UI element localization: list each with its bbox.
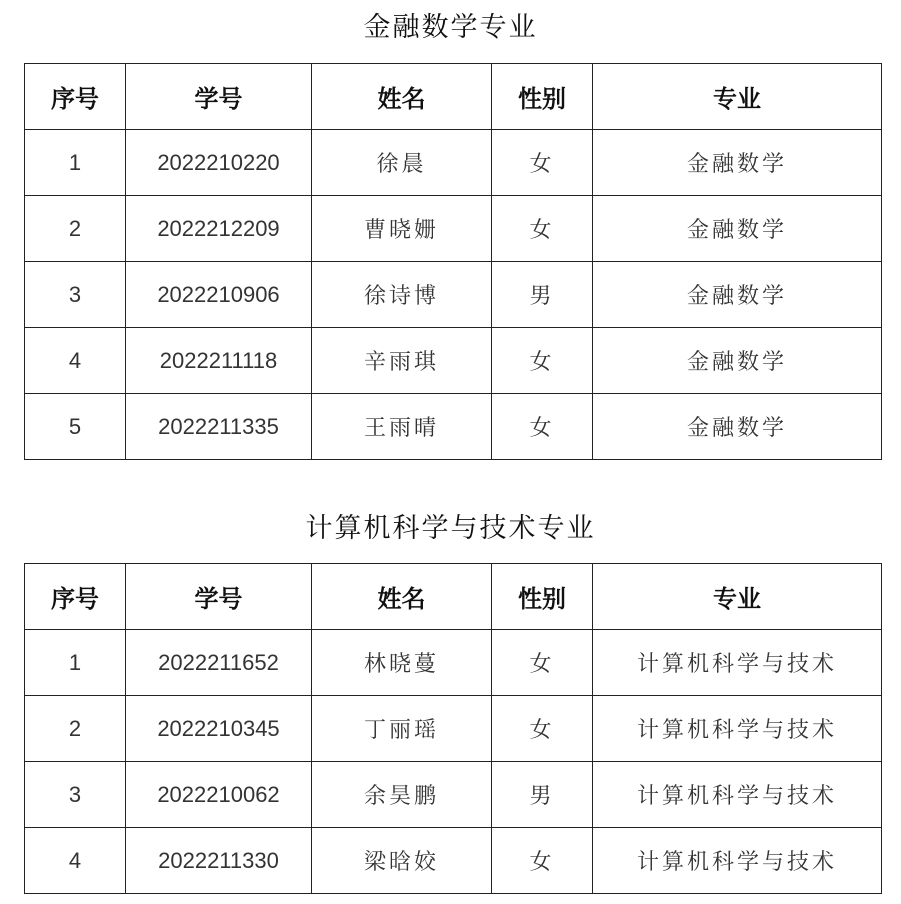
column-header-student-id: 学号 [126, 64, 312, 130]
cell-major: 金融数学 [593, 394, 882, 460]
table-row [25, 828, 882, 894]
cell-index: 4 [25, 328, 126, 394]
cell-major: 计算机科学与技术 [593, 828, 882, 894]
cell-gender: 男 [492, 762, 593, 828]
cell-name: 辛雨琪 [312, 328, 492, 394]
cell-student-id: 2022211118 [126, 328, 312, 394]
cell-name: 曹晓姗 [312, 196, 492, 262]
column-header-name: 姓名 [312, 64, 492, 130]
column-header-student-id: 学号 [126, 564, 312, 630]
cell-student-id: 2022210062 [126, 762, 312, 828]
cell-gender: 女 [492, 394, 593, 460]
cell-index: 4 [25, 828, 126, 894]
cell-major: 计算机科学与技术 [593, 630, 882, 696]
cell-gender: 女 [492, 130, 593, 196]
finance-math-roster-table [24, 63, 882, 460]
cell-gender: 女 [492, 696, 593, 762]
table-header-row [25, 564, 882, 630]
section-title-computer-science: 计算机科学与技术专业 [305, 513, 596, 544]
cell-index: 3 [25, 262, 126, 328]
column-header-index: 序号 [25, 64, 126, 130]
column-header-gender: 性别 [492, 64, 593, 130]
cell-name: 徐晨 [312, 130, 492, 196]
table-row [25, 262, 882, 328]
computer-science-roster-table [24, 563, 882, 894]
cell-index: 2 [25, 196, 126, 262]
table-row [25, 762, 882, 828]
cell-major: 计算机科学与技术 [593, 696, 882, 762]
table-row [25, 394, 882, 460]
table-row [25, 130, 882, 196]
cell-major: 金融数学 [593, 328, 882, 394]
cell-name: 王雨晴 [312, 394, 492, 460]
cell-name: 余昊鹏 [312, 762, 492, 828]
cell-index: 5 [25, 394, 126, 460]
section-title-finance-math: 金融数学专业 [363, 12, 538, 43]
cell-name: 丁丽瑶 [312, 696, 492, 762]
column-header-index: 序号 [25, 564, 126, 630]
cell-major: 计算机科学与技术 [593, 762, 882, 828]
cell-gender: 女 [492, 630, 593, 696]
cell-gender: 女 [492, 196, 593, 262]
table-row [25, 328, 882, 394]
table-row [25, 196, 882, 262]
cell-name: 梁晗姣 [312, 828, 492, 894]
cell-student-id: 2022212209 [126, 196, 312, 262]
table-row [25, 696, 882, 762]
column-header-major: 专业 [593, 564, 882, 630]
cell-name: 徐诗博 [312, 262, 492, 328]
cell-major: 金融数学 [593, 196, 882, 262]
cell-index: 1 [25, 630, 126, 696]
cell-gender: 男 [492, 262, 593, 328]
column-header-major: 专业 [593, 64, 882, 130]
cell-index: 2 [25, 696, 126, 762]
cell-index: 1 [25, 130, 126, 196]
cell-student-id: 2022211652 [126, 630, 312, 696]
cell-index: 3 [25, 762, 126, 828]
cell-student-id: 2022210906 [126, 262, 312, 328]
cell-major: 金融数学 [593, 130, 882, 196]
cell-student-id: 2022211330 [126, 828, 312, 894]
cell-name: 林晓蔓 [312, 630, 492, 696]
cell-student-id: 2022210220 [126, 130, 312, 196]
column-header-name: 姓名 [312, 564, 492, 630]
column-header-gender: 性别 [492, 564, 593, 630]
cell-gender: 女 [492, 328, 593, 394]
cell-student-id: 2022211335 [126, 394, 312, 460]
table-header-row [25, 64, 882, 130]
table-row [25, 630, 882, 696]
cell-student-id: 2022210345 [126, 696, 312, 762]
cell-gender: 女 [492, 828, 593, 894]
cell-major: 金融数学 [593, 262, 882, 328]
